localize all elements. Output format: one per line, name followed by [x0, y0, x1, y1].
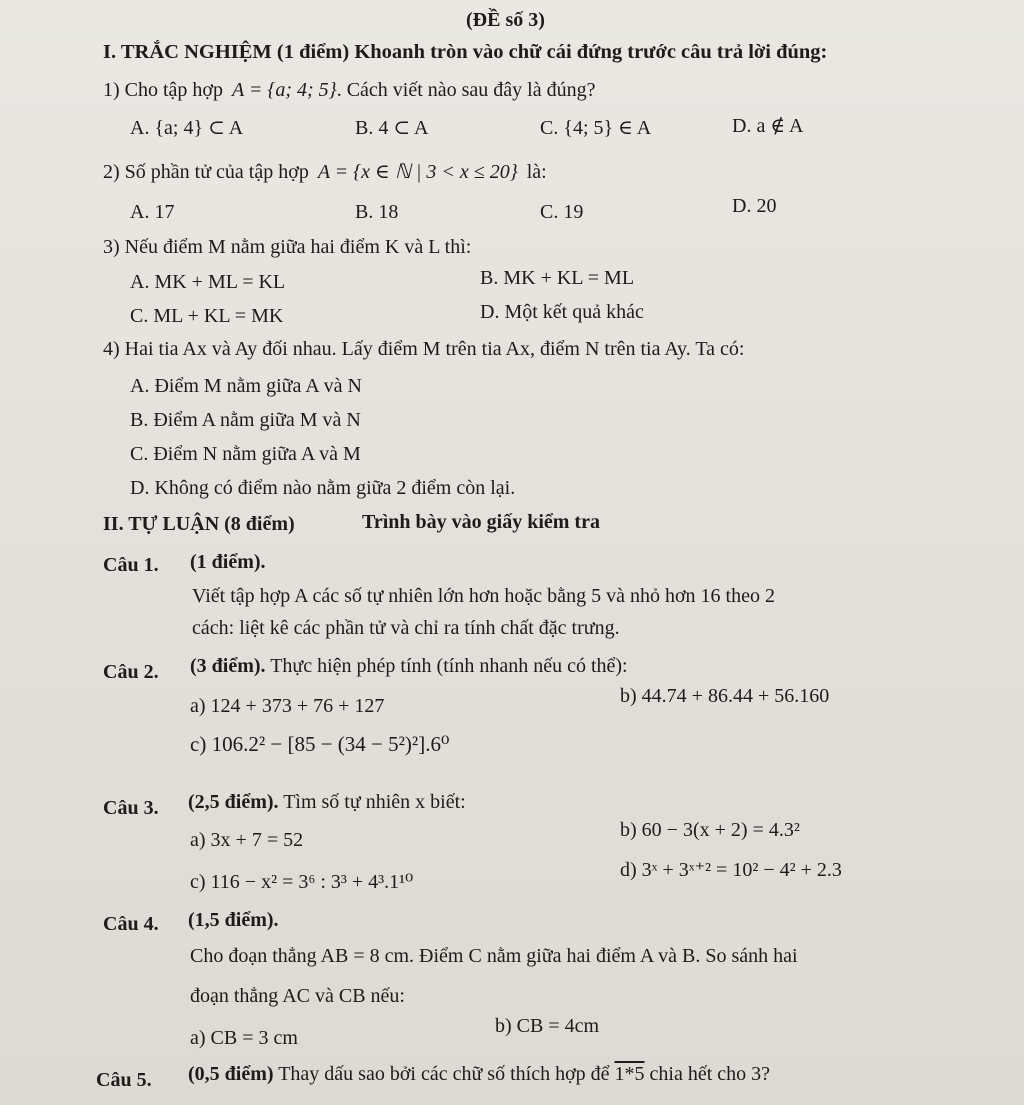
q2-option-d[interactable]: D. 20: [732, 195, 777, 217]
c2-label: Câu 2.: [103, 661, 159, 683]
part2-title: II. TỰ LUẬN (8 điểm): [103, 513, 295, 535]
c4-line1: Cho đoạn thẳng AB = 8 cm. Điểm C nằm giữa hai điểm A và B. So sánh hai: [190, 945, 798, 967]
c2-heading: [190, 654, 628, 678]
c2-text: Thực hiện phép tính (tính nhanh nếu có thể):: [270, 655, 628, 677]
q1-question: [103, 78, 596, 102]
c3-c: c) 116 − x² = 3⁶ : 3³ + 4³.1¹⁰: [190, 871, 414, 893]
q1-option-a[interactable]: A. {a; 4} ⊂ A: [130, 117, 244, 139]
c4-line2: đoạn thẳng AC và CB nếu:: [190, 985, 405, 1007]
q2-option-b[interactable]: B. 18: [355, 201, 399, 223]
c1-line2: cách: liệt kê các phần tử và chỉ ra tính chất đặc trưng.: [192, 617, 620, 639]
c3-label: Câu 3.: [103, 797, 159, 819]
q1-prefix: 1) Cho tập hợp: [103, 79, 224, 101]
c4-points: (1,5 điểm).: [188, 909, 279, 931]
c2-a: a) 124 + 373 + 76 + 127: [190, 695, 385, 717]
q2-set: A = {x ∈ ℕ | 3 < x ≤ 20}: [317, 161, 518, 183]
q2-option-a[interactable]: A. 17: [130, 201, 175, 223]
q1-option-b[interactable]: B. 4 ⊂ A: [355, 117, 429, 139]
c4-label: Câu 4.: [103, 913, 159, 935]
c5-number: 1*5: [614, 1063, 645, 1085]
q4-option-d[interactable]: D. Không có điểm nào nằm giữa 2 điểm còn lại.: [130, 477, 516, 499]
c3-d: d) 3ˣ + 3ˣ⁺² = 10² − 4² + 2.3: [620, 859, 842, 881]
c5-label: Câu 5.: [96, 1069, 152, 1091]
q3-option-d[interactable]: D. Một kết quả khác: [480, 301, 644, 323]
c2-points: (3 điểm).: [190, 655, 266, 677]
q1-set: A = {a; 4; 5}: [232, 79, 337, 101]
c3-b: b) 60 − 3(x + 2) = 4.3²: [620, 819, 800, 841]
q4-option-c[interactable]: C. Điểm N nằm giữa A và M: [130, 443, 361, 465]
c3-points: (2,5 điểm).: [188, 791, 279, 813]
q3-option-a[interactable]: A. MK + ML = KL: [130, 271, 286, 293]
q4-option-a[interactable]: A. Điểm M nằm giữa A và N: [130, 375, 362, 397]
c5-points: (0,5 điểm): [188, 1063, 274, 1085]
q4-question: 4) Hai tia Ax và Ay đối nhau. Lấy điểm M trên tia Ax, điểm N trên tia Ay. Ta có:: [103, 338, 745, 360]
c5-text-prefix: Thay dấu sao bởi các chữ số thích hợp để: [278, 1063, 610, 1085]
q4-option-b[interactable]: B. Điểm A nằm giữa M và N: [130, 409, 361, 431]
part2-note: Trình bày vào giấy kiểm tra: [362, 511, 600, 533]
q3-option-c[interactable]: C. ML + KL = MK: [130, 305, 284, 327]
q1-option-c[interactable]: C. {4; 5} ∈ A: [540, 117, 652, 139]
q1-option-d[interactable]: D. a ∉ A: [732, 115, 804, 137]
c5-text-suffix: chia hết cho 3?: [649, 1063, 771, 1085]
c3-text: Tìm số tự nhiên x biết:: [283, 791, 466, 813]
q2-option-c[interactable]: C. 19: [540, 201, 584, 223]
c2-c: c) 106.2² − [85 − (34 − 5²)²].6⁰: [190, 732, 450, 756]
part1-title: I. TRẮC NGHIỆM (1 điểm) Khoanh tròn vào chữ cái đứng trước câu trả lời đúng:: [103, 41, 828, 63]
c4-b: b) CB = 4cm: [495, 1015, 600, 1037]
c3-heading: [188, 790, 466, 814]
c1-label: Câu 1.: [103, 554, 159, 576]
c5-question: [188, 1062, 770, 1086]
q2-suffix: là:: [526, 161, 547, 183]
c4-a: a) CB = 3 cm: [190, 1027, 298, 1049]
q2-question: [103, 160, 547, 184]
q3-question: 3) Nếu điểm M nằm giữa hai điểm K và L thì:: [103, 236, 472, 258]
q2-prefix: 2) Số phần tử của tập hợp: [103, 161, 309, 183]
exam-title: (ĐỀ số 3): [466, 9, 545, 31]
q1-suffix: . Cách viết nào sau đây là đúng?: [336, 79, 596, 101]
c1-points: (1 điểm).: [190, 551, 266, 573]
c3-a: a) 3x + 7 = 52: [190, 829, 304, 851]
c1-line1: Viết tập hợp A các số tự nhiên lớn hơn hoặc bằng 5 và nhỏ hơn 16 theo 2: [192, 585, 775, 607]
q3-option-b[interactable]: B. MK + KL = ML: [480, 267, 635, 289]
c2-b: b) 44.74 + 86.44 + 56.160: [620, 685, 830, 707]
